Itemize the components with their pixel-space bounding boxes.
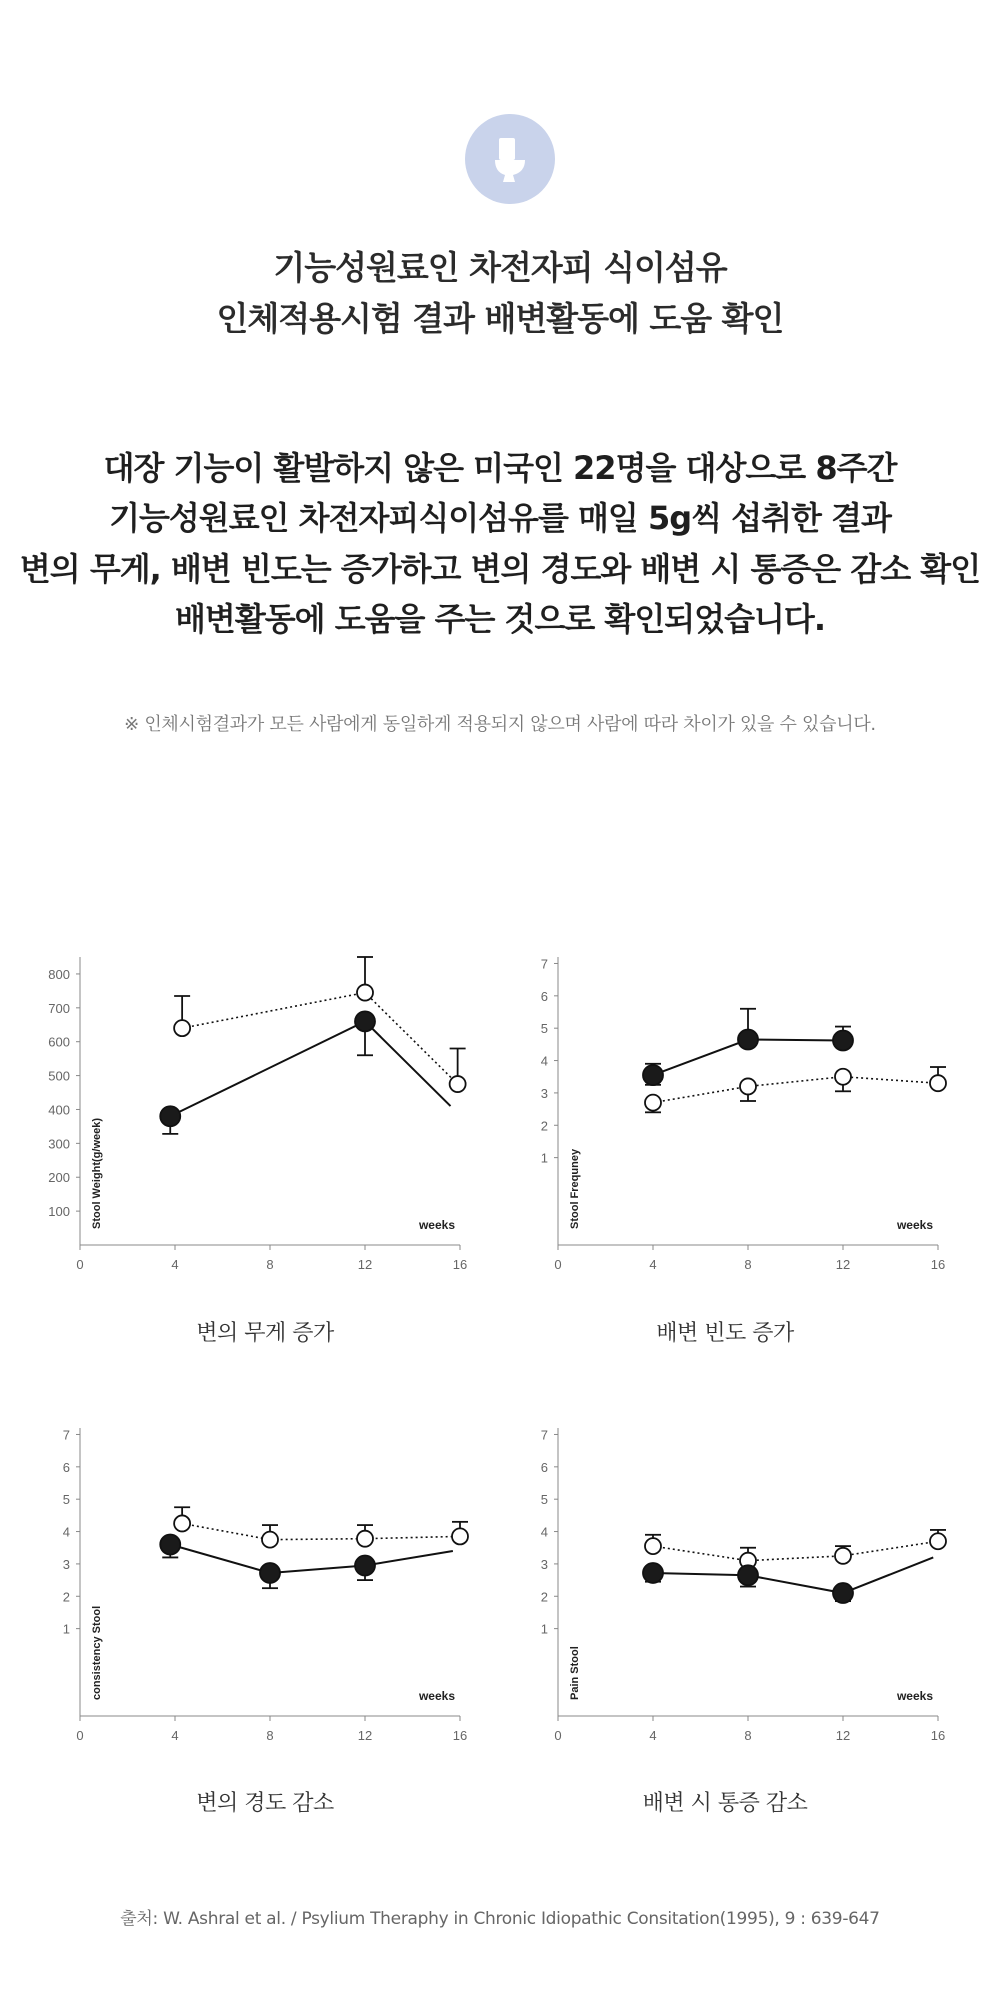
y-axis-label: Stool Weight(g/week) (91, 1117, 103, 1229)
chart-stool-frequency (508, 945, 948, 1285)
series-line-dotted (653, 1077, 938, 1103)
x-tick-label: 16 (930, 1257, 946, 1272)
y-tick-label: 700 (48, 1000, 70, 1016)
y-tick-label: 200 (48, 1170, 70, 1186)
y-tick-label: 3 (540, 1085, 548, 1101)
data-point-open (357, 985, 373, 1001)
data-point-filled (738, 1030, 758, 1050)
y-tick-label: 4 (540, 1053, 548, 1069)
summary-line-4: 배변활동에 도움을 주는 것으로 확인되었습니다. (175, 600, 825, 638)
chart-caption-weight: 변의 무게 증가 (196, 1321, 334, 1346)
data-point-filled (738, 1565, 758, 1585)
summary-line-3: 변의 무게, 배변 빈도는 증가하고 변의 경도와 배변 시 통증은 감소 확인 (19, 550, 981, 588)
chart-caption-pain: 배변 시 통증 감소 (642, 1791, 808, 1816)
data-point-filled (355, 1011, 375, 1031)
y-tick-label: 2 (540, 1118, 548, 1134)
y-tick-label: 4 (540, 1524, 548, 1540)
series-line-solid (170, 1544, 453, 1572)
y-tick-label: 400 (48, 1102, 70, 1118)
data-point-open (930, 1075, 946, 1091)
y-tick-label: 2 (62, 1589, 70, 1605)
x-tick-label: 4 (171, 1257, 179, 1272)
series-line-dotted (653, 1541, 938, 1560)
toilet-icon (465, 114, 555, 204)
data-point-open (835, 1548, 851, 1564)
data-point-open (357, 1531, 373, 1547)
data-point-open (174, 1515, 190, 1531)
disclaimer-note: ※ 인체시험결과가 모든 사람에게 동일하게 적용되지 않으며 사람에 따라 차이가 있을 수 있습니다. (124, 714, 876, 735)
data-point-filled (833, 1030, 853, 1050)
y-tick-label: 3 (62, 1556, 70, 1572)
x-tick-label: 12 (357, 1257, 373, 1272)
data-point-open (740, 1078, 756, 1094)
y-tick-label: 6 (540, 1459, 548, 1475)
chart-caption-frequency: 배변 빈도 증가 (656, 1321, 794, 1346)
x-tick-label: 16 (452, 1728, 468, 1743)
y-tick-label: 5 (62, 1492, 70, 1508)
data-point-filled (355, 1556, 375, 1576)
y-tick-label: 1 (540, 1621, 548, 1637)
data-point-open (645, 1095, 661, 1111)
x-axis-label: weeks (418, 1689, 455, 1703)
data-point-open (262, 1532, 278, 1548)
chart-stool-pain (508, 1416, 948, 1756)
x-tick-label: 0 (76, 1257, 84, 1272)
x-tick-label: 0 (554, 1728, 562, 1743)
chart-stool-weight (30, 945, 470, 1285)
y-tick-label: 5 (540, 1021, 548, 1037)
y-tick-label: 600 (48, 1034, 70, 1050)
data-point-open (174, 1020, 190, 1036)
y-tick-label: 1 (540, 1150, 548, 1166)
x-tick-label: 12 (835, 1728, 851, 1743)
x-tick-label: 12 (835, 1257, 851, 1272)
y-tick-label: 2 (540, 1589, 548, 1605)
series-line-solid (170, 1021, 450, 1116)
y-tick-label: 7 (540, 956, 548, 972)
y-tick-label: 3 (540, 1556, 548, 1572)
y-tick-label: 7 (540, 1427, 548, 1443)
x-tick-label: 12 (357, 1728, 373, 1743)
series-line-dotted (182, 993, 458, 1084)
data-point-open (452, 1528, 468, 1544)
series-line-dotted (182, 1523, 460, 1539)
y-axis-label: Stool Frequney (569, 1148, 581, 1229)
x-tick-label: 8 (266, 1257, 274, 1272)
x-axis-label: weeks (896, 1689, 933, 1703)
x-tick-label: 0 (554, 1257, 562, 1272)
y-tick-label: 300 (48, 1136, 70, 1152)
x-tick-label: 8 (744, 1257, 752, 1272)
x-tick-label: 4 (171, 1728, 179, 1743)
x-tick-label: 8 (266, 1728, 274, 1743)
summary-line-1: 대장 기능이 활발하지 않은 미국인 22명을 대상으로 8주간 (103, 449, 897, 487)
y-tick-label: 5 (540, 1492, 548, 1508)
data-point-filled (833, 1583, 853, 1603)
data-point-filled (160, 1534, 180, 1554)
y-tick-label: 4 (62, 1524, 70, 1540)
summary-line-2: 기능성원료인 차전자피식이섬유를 매일 5g씩 섭취한 결과 (109, 499, 891, 537)
page-title-line-2: 인체적용시험 결과 배변활동에 도움 확인 (216, 299, 784, 338)
x-tick-label: 4 (649, 1728, 657, 1743)
x-tick-label: 16 (452, 1257, 468, 1272)
series-line-solid (653, 1557, 933, 1593)
y-axis-label: Pain Stool (569, 1646, 581, 1700)
data-point-open (450, 1076, 466, 1092)
y-tick-label: 100 (48, 1204, 70, 1220)
y-tick-label: 500 (48, 1068, 70, 1084)
data-point-open (930, 1533, 946, 1549)
y-axis-label: consistency Stool (91, 1605, 103, 1700)
data-point-filled (160, 1106, 180, 1126)
data-point-filled (643, 1563, 663, 1583)
y-tick-label: 7 (62, 1427, 70, 1443)
x-axis-label: weeks (896, 1218, 933, 1232)
data-point-open (835, 1069, 851, 1085)
chart-caption-consistency: 변의 경도 감소 (196, 1791, 334, 1816)
x-tick-label: 0 (76, 1728, 84, 1743)
chart-stool-consistency (30, 1416, 470, 1756)
x-axis-label: weeks (418, 1218, 455, 1232)
data-point-filled (643, 1065, 663, 1085)
x-tick-label: 8 (744, 1728, 752, 1743)
y-tick-label: 6 (540, 988, 548, 1004)
data-point-open (645, 1538, 661, 1554)
y-tick-label: 6 (62, 1459, 70, 1475)
data-point-filled (260, 1563, 280, 1583)
source-citation: 출처: W. Ashral et al. / Psylium Theraphy in Chronic Idiopathic Consitation(1995), 9 : 639-647 (120, 1909, 880, 1929)
x-tick-label: 16 (930, 1728, 946, 1743)
x-tick-label: 4 (649, 1257, 657, 1272)
y-tick-label: 800 (48, 966, 70, 982)
y-tick-label: 1 (62, 1621, 70, 1637)
page-title-line-1: 기능성원료인 차전자피 식이섬유 (273, 248, 727, 287)
